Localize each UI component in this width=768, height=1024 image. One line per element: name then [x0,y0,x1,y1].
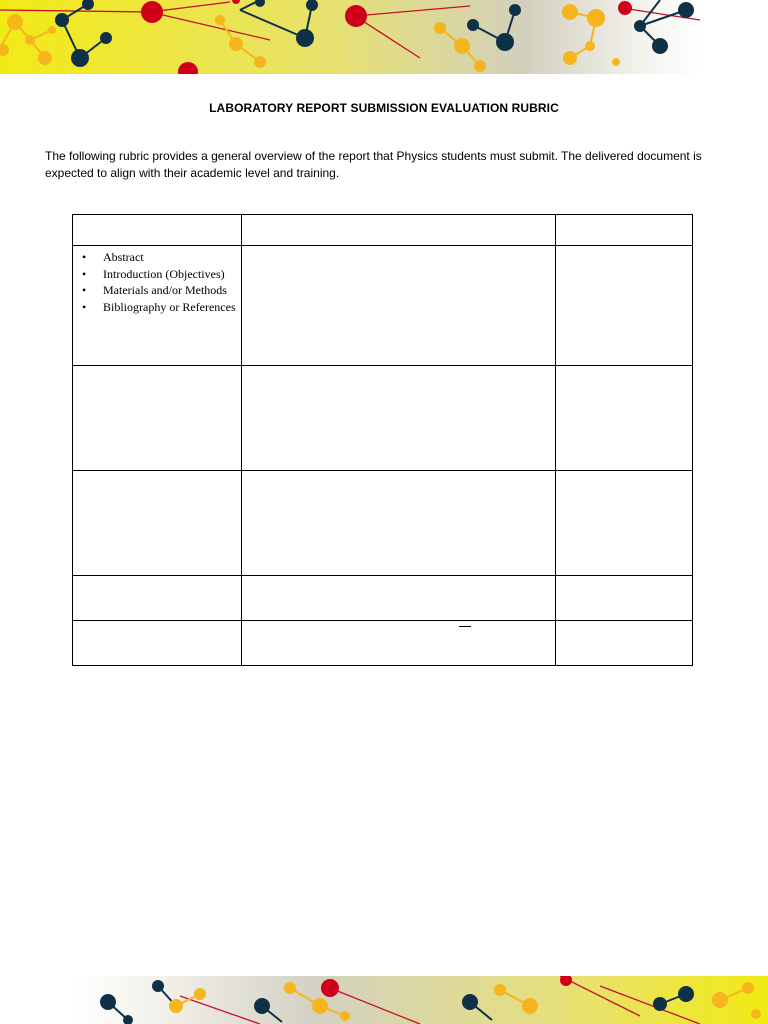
table-cell-description [242,215,556,246]
evaluation-rubric-table [72,214,693,666]
table-cell-description [242,471,556,576]
table-cell-score [556,215,693,246]
list-item: • Bibliography or References [103,299,241,316]
table-cell-criteria [73,366,242,471]
table-cell-score [556,366,693,471]
table-cell-score [556,576,693,621]
table-row [73,621,693,666]
list-item: • Abstract [103,249,241,266]
table-cell-criteria [73,621,242,666]
table-cell-criteria [73,215,242,246]
header-molecule-banner [0,0,768,74]
intro-paragraph: The following rubric provides a general overview of the report that Physics students must submit. The delivered document is expected to align with their academic level and training. [45,149,702,180]
table-cell-description [242,366,556,471]
table-row [73,215,693,246]
table-cell-score [556,471,693,576]
table-cell-description [242,246,556,366]
list-item: • Materials and/or Methods [103,282,241,299]
table-cell-criteria [73,576,242,621]
document-title: LABORATORY REPORT SUBMISSION EVALUATION RUBRIC [209,101,559,115]
dash-mark [459,626,471,627]
footer-molecule-banner [0,976,768,1024]
table-cell-score [556,621,693,666]
table-row [73,246,693,366]
table-cell-criteria [73,246,242,366]
table-row [73,471,693,576]
list-item: • Introduction (Objectives) [103,266,241,283]
table-cell-score [556,246,693,366]
table-cell-description [242,621,556,666]
table-row [73,576,693,621]
table-cell-criteria [73,471,242,576]
criteria-bullet-list [73,246,241,315]
table-cell-description [242,576,556,621]
table-row [73,366,693,471]
